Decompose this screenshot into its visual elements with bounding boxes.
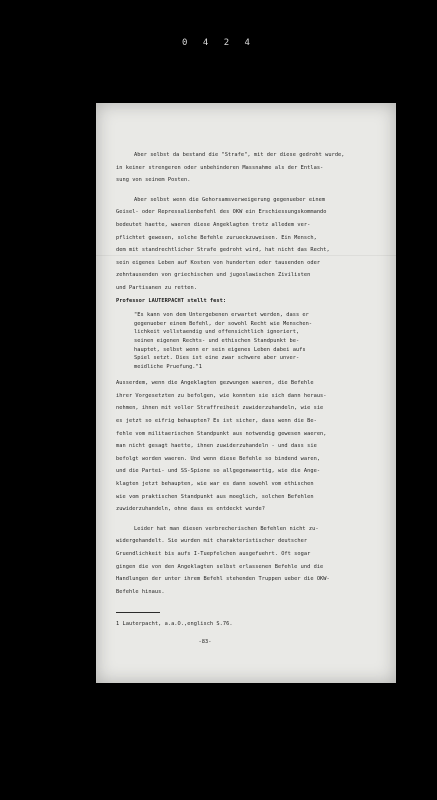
intro-paragraph — [116, 149, 384, 187]
text-line: gingen die von den Angeklagten selbst erlassenen Befehle und die — [116, 563, 324, 570]
text-line: pflichtet gewesen, solche Befehle zurueckzuweisen. Ein Mensch, — [116, 234, 317, 241]
paragraph-1 — [116, 194, 384, 295]
text-line: Leider hat man diesen verbrecherischen Befehlen nicht zu- — [134, 525, 319, 532]
text-line: ihrer Vorgesetzten zu befolgen, wie konnten sie sich dann heraus- — [116, 392, 327, 399]
text-line: es jetzt so eifrig behaupten? Es ist sicher, dass wenn die Be- — [116, 418, 317, 425]
text-line: dem mit standrechtlicher Strafe gedroht wird, hat nicht das Recht, — [116, 247, 330, 254]
footnote — [116, 619, 384, 630]
text-line: zehntausenden von griechischen und jugoslawischen Zivilisten — [116, 272, 311, 279]
footnote-text: 1 Lauterpacht, a.a.O.,englisch S.76. — [116, 621, 233, 628]
document-body — [116, 149, 384, 649]
text-line: befolgt worden waeren. Und wenn diese Befehle so bindend waren, — [116, 455, 321, 462]
quote-line: "Es kann von dem Untergebenen erwartet werden, dass er — [134, 312, 309, 319]
text-line: sung von seinem Posten. — [116, 177, 191, 184]
text-line: Gruendlichkeit bis aufs I-Tuepfelchen ausgefuehrt. Oft sogar — [116, 551, 311, 557]
text-line: man nicht gesagt haette, ihnen zuwiderzuhandeln - und dass sie — [116, 443, 317, 450]
text-line: bedeutet haette, waeren diese Angeklagten trotz alledem ver- — [116, 221, 311, 228]
quote-line: Spiel setzt. Dies ist eine zwar schwere aber unver- — [134, 355, 300, 362]
document-sheet — [96, 103, 396, 683]
text-line: zuwiderzuhandeln, ohne dass es entdeckt wurde? — [116, 506, 265, 513]
quote-line: meidliche Pruefung."1 — [134, 363, 203, 370]
quote-heading: Professor LAUTERPACHT stellt fest: — [116, 297, 227, 304]
text-line: Geisel- oder Repressalienbefehl des OKW ein Erschiessungskommando — [116, 209, 327, 216]
document-page-number: -83- — [198, 639, 212, 646]
quote-line: seinen eigenen Rechts- und ethischen Standpunkt be- — [134, 337, 300, 344]
text-line: nehmen, ihnen mit voller Straffreiheit zuwiderzuhandeln, wie sie — [116, 405, 324, 412]
quote-line: lichkeit vollstaendig und offensichtlich ignoriert, — [134, 329, 300, 336]
text-line: Ausserdem, wenn die Angeklagten gezwungen waeren, die Befehle — [116, 380, 314, 387]
text-line: und die Partei- und SS-Spione so allgegenwaertig, wie die Ange- — [116, 468, 321, 475]
text-line: und Partisanen zu retten. — [116, 284, 197, 291]
text-line: Aber selbst wenn die Gehorsamsverweigerung gegenueber einem — [134, 196, 326, 203]
lauterpacht-quote — [134, 311, 354, 371]
paragraph-2 — [116, 377, 384, 516]
text-line: Befehle hinaus. — [116, 588, 165, 595]
quote-line: gegenueber einem Befehl, der sowohl Recht wie Menschen- — [134, 320, 313, 327]
text-line: Handlungen der unter ihrem Befehl stehenden Truppen ueber die OKW- — [116, 576, 330, 583]
archive-page-number: 0 4 2 4 — [182, 38, 255, 48]
text-line: sein eigenes Leben auf Kosten von hunderten oder tausenden oder — [116, 259, 321, 266]
text-line: widergehandelt. Sie wurden mit charakteristischer deutscher — [116, 538, 308, 545]
text-line: klagten jetzt behaupten, wie war es dann sowohl vom ethischen — [116, 481, 314, 488]
text-line: Aber selbst da bestand die "Strafe", mit der diese gedroht wurde, — [134, 152, 345, 158]
text-line: in keiner strengeren oder unbehinderen Massnahme als der Entlas- — [116, 164, 324, 171]
quote-line: hauptet, selbst wenn er sein eigenes Leben dabei aufs — [134, 346, 306, 353]
paragraph-3 — [116, 523, 384, 599]
text-line: wie vom praktischen Standpunkt aus moeglich, solchen Befehlen — [116, 493, 314, 500]
footnote-separator — [116, 612, 160, 613]
text-line: fehle vom militaerischen Standpunkt aus notwendig gewesen waeren, — [116, 430, 327, 437]
